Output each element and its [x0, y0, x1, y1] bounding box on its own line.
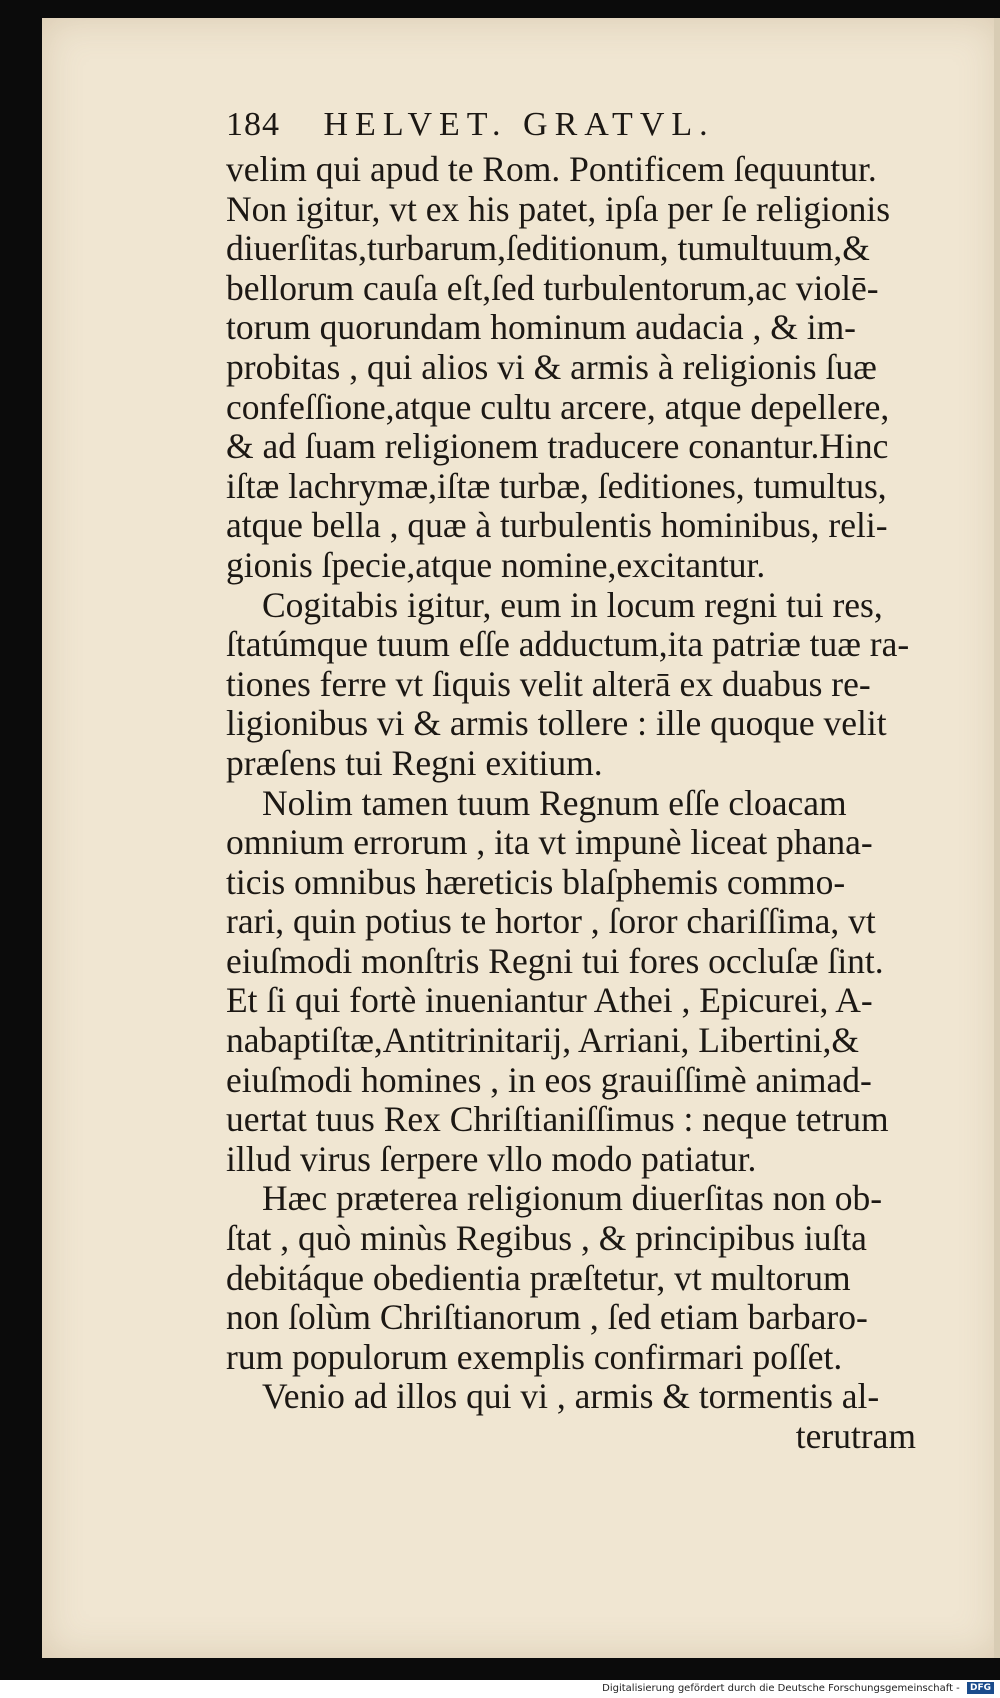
text-line: ſtat , quò minùs Regibus , & principibus iuſta	[226, 1218, 867, 1259]
page-edge	[994, 18, 1000, 1658]
running-head: HELVET. GRATVL.	[323, 106, 715, 143]
page-header	[226, 106, 930, 144]
text-line: iſtæ lachrymæ,iſtæ turbæ, ſeditiones, tumultus,	[226, 465, 887, 506]
footer-credit: Digitalisierung gefördert durch die Deutsche Forschungsgemeinschaft -	[602, 1683, 960, 1694]
text-line: velim qui apud te Rom. Pontificem ſequuntur.	[226, 149, 877, 189]
paragraph-start-line: Hæc præterea religionum diuerſitas non ob-	[262, 1178, 883, 1219]
text-line: bellorum cauſa eſt,ſed turbulentorum,ac violē-	[226, 267, 879, 308]
text-line: ſtatúmque tuum eſſe adductum,ita patriæ tuæ ra-	[226, 624, 910, 665]
page-number: 184	[226, 106, 280, 143]
dfg-logo: DFG	[967, 1682, 994, 1694]
text-line: rari, quin potius te hortor , ſoror chariſſima, vt	[226, 901, 876, 942]
text-line: ligionibus vi & armis tollere : ille quoque velit	[226, 703, 887, 744]
text-line: diuerſitas,turbarum,ſeditionum, tumultuum,&	[226, 228, 870, 269]
digitization-footer	[0, 1680, 1000, 1698]
text-line: illud virus ſerpere vllo modo patiatur.	[226, 1138, 757, 1179]
text-line: rum populorum exemplis confirmari poſſet.	[226, 1336, 843, 1377]
text-line: nabaptiſtæ,Antitrinitarij, Arriani, Libertini,&	[226, 1020, 859, 1061]
text-line: eiuſmodi homines , in eos grauiſſimè animad-	[226, 1059, 872, 1100]
text-line: præſens tui Regni exitium.	[226, 742, 603, 783]
catchword: terutram	[795, 1416, 916, 1456]
text-line: non ſolùm Chriſtianorum , ſed etiam barbaro-	[226, 1297, 868, 1338]
paragraph-start-line: Cogitabis igitur, eum in locum regni tui res,	[262, 584, 883, 625]
body-text	[226, 150, 946, 1457]
text-line: eiuſmodi monſtris Regni tui fores occluſæ ſint.	[226, 940, 884, 981]
text-line: debitáque obedientia præſtetur, vt multorum	[226, 1257, 851, 1298]
text-line: torum quorundam hominum audacia , & im-	[226, 307, 857, 348]
text-line: ticis omnibus hæreticis blaſphemis commo-	[226, 861, 846, 902]
text-line: gionis ſpecie,atque nomine,excitantur.	[226, 544, 766, 585]
text-line: & ad ſuam religionem traducere conantur.Hinc	[226, 426, 889, 467]
paragraph-start-line: Nolim tamen tuum Regnum eſſe cloacam	[262, 782, 847, 823]
text-line: atque bella , quæ à turbulentis hominibus, reli-	[226, 505, 888, 546]
text-line: probitas , qui alios vi & armis à religionis ſuæ	[226, 346, 877, 387]
text-line: confeſſione,atque cultu arcere, atque depellere,	[226, 386, 890, 427]
text-line: Non igitur, vt ex his patet, ipſa per ſe religionis	[226, 188, 891, 229]
text-line: tiones ferre vt ſiquis velit alterā ex duabus re-	[226, 663, 871, 704]
paragraph-start-line: Venio ad illos qui vi , armis & tormentis al-	[262, 1376, 880, 1417]
text-line: Et ſi qui fortè inueniantur Athei , Epicurei, A-	[226, 980, 873, 1021]
text-line: uertat tuus Rex Chriſtianiſſimus : neque tetrum	[226, 1099, 889, 1140]
text-line: omnium errorum , ita vt impunè liceat phana-	[226, 822, 873, 863]
